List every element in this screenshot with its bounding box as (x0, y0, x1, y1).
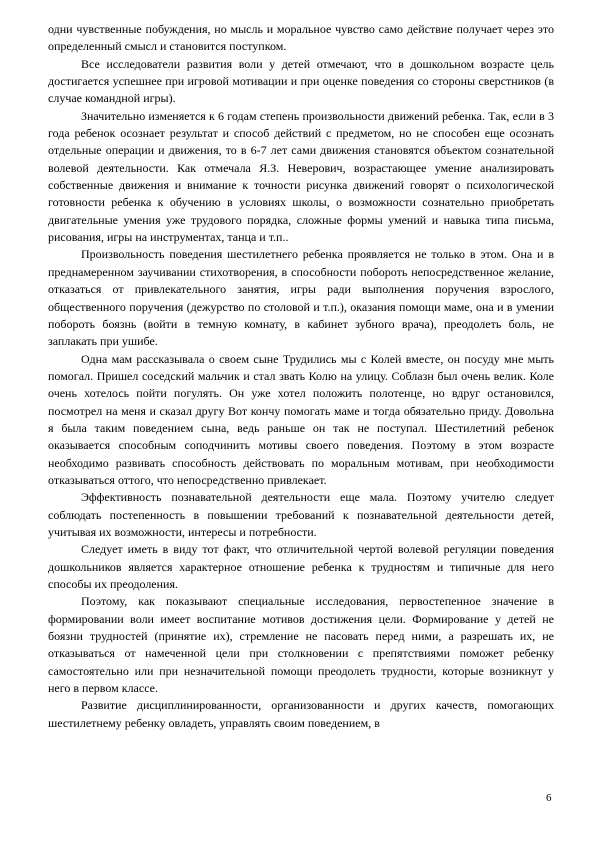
paragraph-1: одни чувственные побуждения, но мысль и моральное чувство само действие получает через это определенный смысл и становится поступком. (48, 22, 554, 54)
paragraph-9: Развитие дисциплинированности, организованности и других качеств, помогающих шестилетнему ребенку овладеть, управлять своим поведением, в (48, 698, 554, 730)
paragraph-4: Произвольность поведения шестилетнего ребенка проявляется не только в этом. Она и в преднамеренном заучивании стихотворения, в способности побороть непосредственное желание, отказаться от привлекательного занятия, игры ради выполнения поручения взрослого, общественного поручения (дежурство по столовой и т.п.), оказания помощи маме, она и в умении побороть боязнь (войти в темную комнату, в кабинет зубного врача), преодолеть боль, не заплакать при ушибе. (48, 247, 554, 349)
page-number: 6 (546, 792, 552, 804)
paragraph-7: Следует иметь в виду тот факт, что отличительной чертой волевой регуляции поведения дошкольников является характерное отношение ребенка к трудностям и типичные для него способы их преодоления. (48, 542, 554, 591)
body-text (48, 21, 554, 732)
paragraph-5: Одна мам рассказывала о своем сыне Трудились мы с Колей вместе, он посуду мне мыть помогал. Пришел соседский мальчик и стал звать Колю на улицу. Соблазн был очень велик. Коле очень хотелось пойти погулять. Он уже хотел положить полотенце, но вдруг остановился, посмотрел на меня и сказал другу Вот кончу помогать маме и тогда обязательно приду. Довольна я была таким поведением сына, ведь раньше он так не поступал. Шестилетний ребенок оказывается способным соподчинить мотивы своего поведения. Поэтому в этом возрасте необходимо развивать способность действовать по моральным мотивам, при необходимости отказываться оттого, что непосредственно привлекает. (48, 351, 554, 487)
paragraph-2: Все исследователи развития воли у детей отмечают, что в дошкольном возрасте цель достигается успешнее при игровой мотивации и при оценке поведения со стороны сверстников (в случае командной игры). (48, 56, 554, 106)
paragraph-3: Значительно изменяется к 6 годам степень произвольности движений ребенка. Так, если в 3 года ребенок осознает результат и способ действий с предметом, но не способен еще осознать отдельные операции и движения, то в 6-7 лет сами движения становятся объектом сознательной волевой деятельности. Как отмечала Я.З. Неверович, возрастающее умение анализировать собственные движения и внимание к точности рисунка движений говорят о психологической готовности ребенка к обучению в условиях школы, о возможности сознательно приобретать двигательные умения уже трудового порядка, сложные формы умений и навыка типа письма, рисования, игры на инструментах, танца и т.п.. (48, 108, 554, 245)
paragraph-8: Поэтому, как показывают специальные исследования, первостепенное значение в формировании воли имеет воспитание мотивов достижения цели. Формирование у детей не боязни трудностей (принятие их), стремление не пасовать перед ними, а разрешать их, не отказываться от намеченной цели при столкновении с препятствиями поможет ребенку самостоятельно или при незначительной помощи преодолеть трудности, которые возникнут у него в первом классе. (48, 594, 554, 696)
paragraph-6: Эффективность познавательной деятельности еще мала. Поэтому учителю следует соблюдать постепенность в повышении требований к познавательной деятельности детей, учитывая их возможности, интересы и потребности. (48, 490, 554, 539)
